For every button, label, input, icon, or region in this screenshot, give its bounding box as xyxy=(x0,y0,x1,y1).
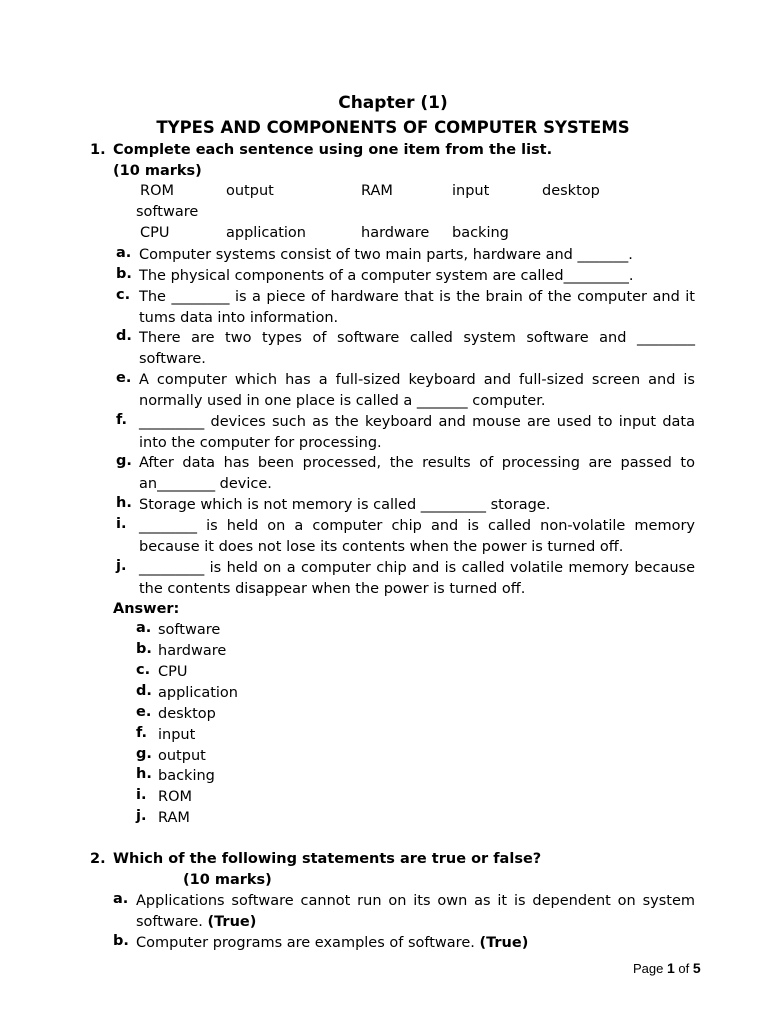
answer-text: software xyxy=(158,622,221,638)
item-label: d. xyxy=(116,328,132,344)
item-label: j. xyxy=(116,558,127,574)
word-list-item: hardware xyxy=(361,225,430,241)
item-label: b. xyxy=(116,266,132,282)
answer-label: j. xyxy=(136,808,147,824)
word-list-item: software xyxy=(136,204,199,220)
true-false-answer: (True) xyxy=(479,935,529,951)
item-text: _________ devices such as the keyboard and mouse are used to input data into the computer for processing. xyxy=(139,414,695,451)
word-list-item: input xyxy=(452,183,490,199)
page-word: Page xyxy=(633,961,667,976)
word-list-item: backing xyxy=(452,225,509,241)
answer-label: c. xyxy=(136,662,151,678)
answer-text: ROM xyxy=(158,789,192,805)
item-text: After data has been processed, the results of processing are passed to an________ device. xyxy=(139,455,695,492)
chapter-heading: Chapter (1) xyxy=(338,93,448,113)
answer-label: d. xyxy=(136,683,152,699)
statement-text: Computer programs are examples of software. xyxy=(136,935,480,951)
item-text: _________ is held on a computer chip and is called volatile memory because the contents disappear when the power is turned off. xyxy=(139,560,695,597)
item-label: i. xyxy=(116,516,127,532)
total-pages: 5 xyxy=(692,960,701,976)
answer-text: backing xyxy=(158,768,215,784)
word-list-item: application xyxy=(226,225,306,241)
page-number xyxy=(633,960,701,976)
item-text xyxy=(136,933,528,953)
answer-text: desktop xyxy=(158,706,216,722)
document-title: TYPES AND COMPONENTS OF COMPUTER SYSTEMS xyxy=(156,118,630,137)
item-label: a. xyxy=(113,891,129,907)
item-text: ________ is held on a computer chip and is called non-volatile memory because it does not lose its contents when the power is turned off. xyxy=(139,518,695,555)
item-label: c. xyxy=(116,287,131,303)
answer-label: g. xyxy=(136,746,152,762)
q2-number: 2. xyxy=(90,851,106,867)
item-text xyxy=(136,891,695,933)
q1-marks: (10 marks) xyxy=(113,163,202,179)
answer-label: a. xyxy=(136,620,152,636)
q1-number: 1. xyxy=(90,142,106,158)
q2-marks: (10 marks) xyxy=(183,872,272,888)
answer-text: CPU xyxy=(158,664,188,680)
of-word: of xyxy=(674,961,693,976)
item-text: Storage which is not memory is called _________ storage. xyxy=(139,497,551,513)
answer-heading: Answer: xyxy=(113,601,180,617)
word-list-item: desktop xyxy=(542,183,600,199)
answer-text: hardware xyxy=(158,643,227,659)
answer-label: i. xyxy=(136,787,147,803)
word-list-item: RAM xyxy=(361,183,393,199)
item-text: The ________ is a piece of hardware that is the brain of the computer and it tums data into information. xyxy=(139,289,695,326)
answer-label: h. xyxy=(136,766,152,782)
item-label: e. xyxy=(116,370,132,386)
q1-prompt: Complete each sentence using one item from the list. xyxy=(113,142,553,158)
item-text: A computer which has a full-sized keyboard and full-sized screen and is normally used in one place is called a _______ computer. xyxy=(139,372,695,409)
answer-label: b. xyxy=(136,641,152,657)
answer-text: application xyxy=(158,685,238,701)
statement-text: Applications software cannot run on its own as it is dependent on system software. xyxy=(136,893,695,930)
item-label: g. xyxy=(116,453,132,469)
current-page: 1 xyxy=(666,960,675,976)
item-label: f. xyxy=(116,412,128,428)
item-label: h. xyxy=(116,495,132,511)
item-label: a. xyxy=(116,245,132,261)
answer-label: e. xyxy=(136,704,152,720)
answer-text: output xyxy=(158,748,206,764)
answer-text: input xyxy=(158,727,196,743)
word-list-item: CPU xyxy=(140,225,170,241)
q2-prompt: Which of the following statements are true or false? xyxy=(113,851,542,867)
item-text: There are two types of software called system software and ________ software. xyxy=(139,330,695,367)
word-list-item: output xyxy=(226,183,274,199)
answer-text: RAM xyxy=(158,810,190,826)
true-false-answer: (True) xyxy=(207,914,257,930)
word-list-item: ROM xyxy=(140,183,174,199)
item-label: b. xyxy=(113,933,129,949)
answer-label: f. xyxy=(136,725,148,741)
item-text: The physical components of a computer system are called_________. xyxy=(139,268,634,284)
item-text: Computer systems consist of two main parts, hardware and _______. xyxy=(139,247,633,263)
